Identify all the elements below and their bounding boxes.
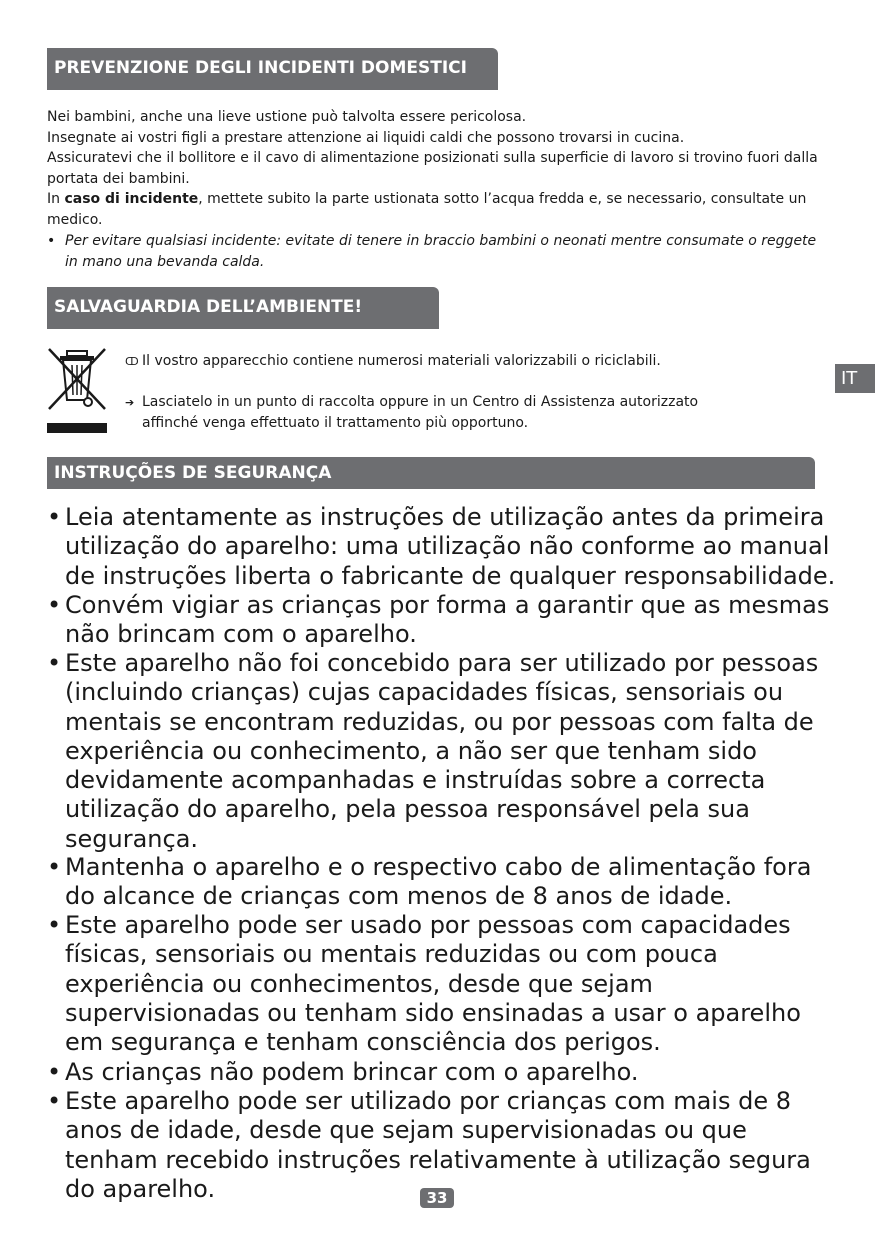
safety-bullet-text: Mantenha o aparelho e o respectivo cabo de alimentação fora do alcance de crianças com menos de 8 anos de idade. <box>65 853 812 911</box>
bullet-dot: • <box>47 853 62 881</box>
weee-crossed-bin-icon <box>46 345 108 435</box>
safety-bullet-text: Leia atentamente as instruções de utilização antes da primeira utilização do aparelho: uma utilização não conforme ao manual de instruções liberta o fabricante de qualquer responsabilidade. <box>65 503 836 590</box>
safety-bullet-text: Este aparelho pode ser usado por pessoas com capacidades físicas, sensoriais ou mentais reduzidas ou com pouca experiência ou conhecimentos, desde que sejam supervisionadas ou tenham sido ensinadas a usar o aparelho em segurança e tenham consciência dos perigos. <box>65 911 801 1057</box>
safety-bullet <box>47 503 837 591</box>
safety-bullet-text: Este aparelho não foi concebido para ser utilizado por pessoas (incluindo crianças) cujas capacidades físicas, sensoriais ou mentais se encontram reduzidas, ou por pessoas com falta de experiência ou conhecimento, a não ser que tenham sido devidamente acompanhadas e instruídas sobre a correcta utilização do aparelho, pela pessoa responsável pela sua segurança. <box>65 649 819 853</box>
accident-line-3: Assicuratevi che il bollitore e il cavo di alimentazione posizionati sulla superficie di lavoro si trovino fuori dalla portata dei bambini. <box>47 150 818 187</box>
accident-line-4-suffix: , mettete subito la parte ustionata sotto l’acqua fredda e, se necessario, consultate un medico. <box>47 191 807 228</box>
accident-line-4 <box>47 189 822 230</box>
safety-bullet <box>47 1087 837 1204</box>
safety-bullet <box>47 911 837 1057</box>
bullet-dot: • <box>47 649 62 677</box>
section-title-environment: SALVAGUARDIA DELL’AMBIENTE! <box>47 287 439 329</box>
bullet-dot: • <box>47 1058 62 1086</box>
accident-line-4-bold: caso di incidente <box>64 191 199 207</box>
recycle-icon: ↀ <box>125 355 139 368</box>
safety-bullet <box>47 591 837 650</box>
safety-bullet-text: Convém vigiar as crianças por forma a garantir que as mesmas não brincam com o aparelho. <box>65 591 830 649</box>
page-number: 33 <box>420 1188 454 1208</box>
bullet-dot: • <box>47 503 62 531</box>
safety-bullet-text: As crianças não podem brincar com o aparelho. <box>65 1058 639 1086</box>
safety-bullet <box>47 853 837 912</box>
accident-text-block <box>47 107 822 230</box>
accident-line-4-prefix: In <box>47 191 65 207</box>
safety-bullet <box>47 1058 837 1087</box>
section-title-accident-prevention: PREVENZIONE DEGLI INCIDENTI DOMESTICI <box>47 48 498 90</box>
environment-item-2 <box>125 392 702 434</box>
bullet-dot: • <box>47 591 62 619</box>
environment-item-1 <box>125 351 782 372</box>
safety-bullet-text: Este aparelho pode ser utilizado por crianças com mais de 8 anos de idade, desde que sejam supervisionadas ou que tenham recebido instruções relativamente à utilização segura do aparelho. <box>65 1087 811 1203</box>
bullet-dot: • <box>47 911 62 939</box>
environment-item-1-text: Il vostro apparecchio contiene numerosi materiali valorizzabili o riciclabili. <box>142 353 661 369</box>
language-tab: IT <box>835 364 875 393</box>
safety-bullet <box>47 649 837 854</box>
accident-line-1: Nei bambini, anche una lieve ustione può talvolta essere pericolosa. <box>47 109 527 125</box>
arrow-icon: ➔ <box>125 396 135 409</box>
environment-item-2-text: Lasciatelo in un punto di raccolta oppure in un Centro di Assistenza autorizzato affinché venga effettuato il trattamento più opportuno. <box>142 394 699 431</box>
bullet-dot: • <box>47 1087 62 1115</box>
accident-bullet <box>47 231 822 273</box>
accident-bullet-text: Per evitare qualsiasi incidente: evitate di tenere in braccio bambini o neonati mentre consumate o reggete in mano una bevanda calda. <box>65 233 817 270</box>
accident-line-2: Insegnate ai vostri figli a prestare attenzione ai liquidi caldi che possono trovarsi in cucina. <box>47 129 685 146</box>
section-title-safety-instructions: INSTRUÇÕES DE SEGURANÇA <box>47 457 815 489</box>
bullet-dot: • <box>47 233 56 249</box>
